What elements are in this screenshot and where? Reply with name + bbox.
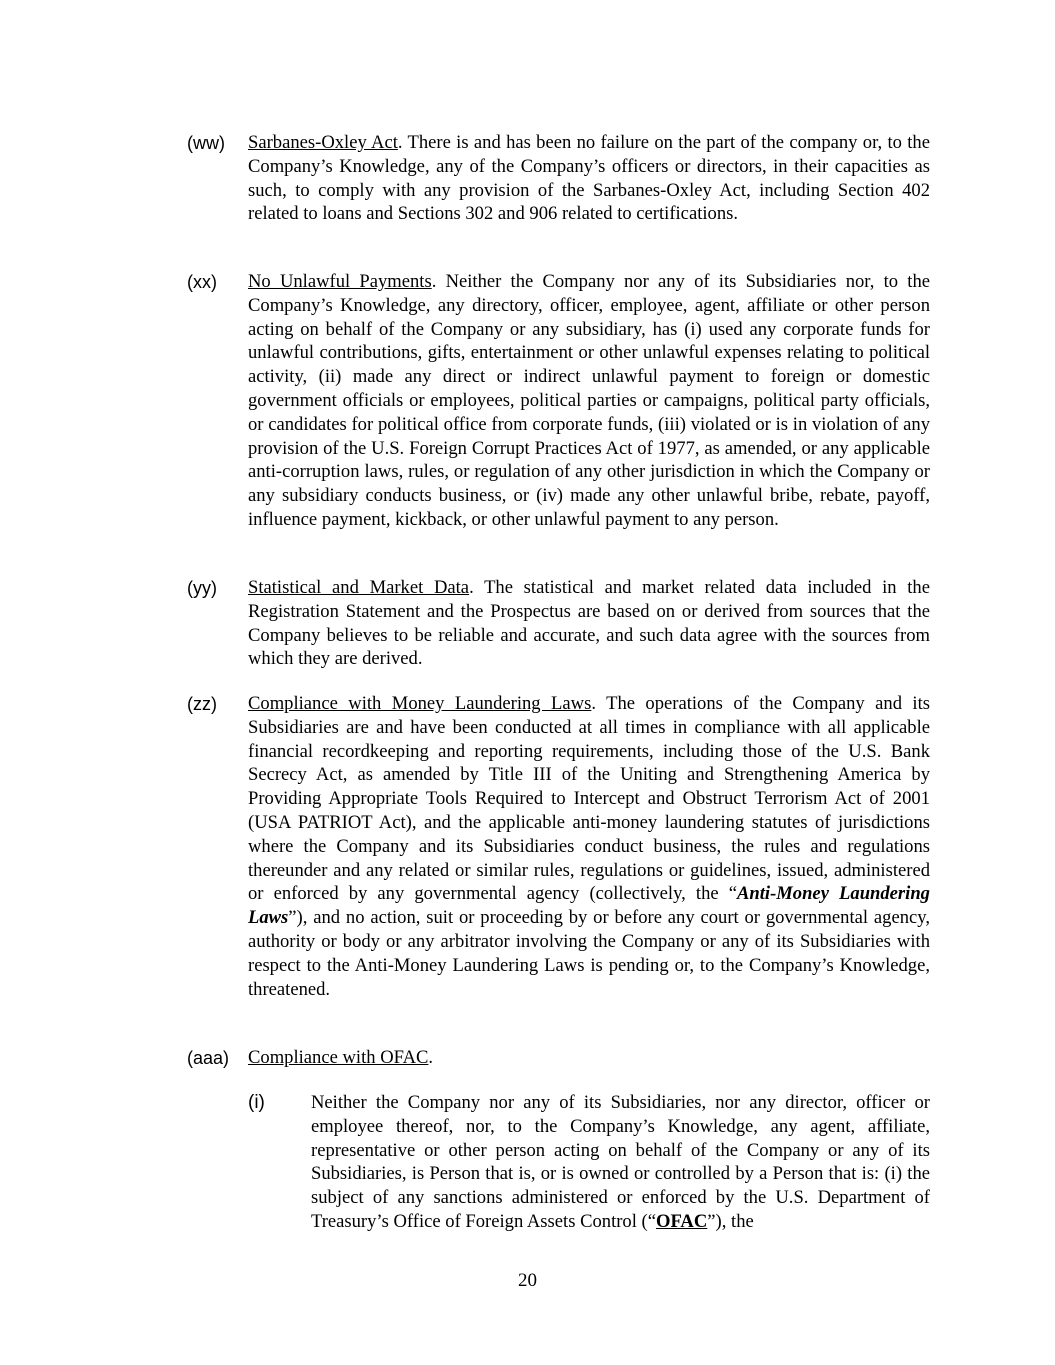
- section-yy: [187, 576, 930, 671]
- subsection-text: Neither the Company nor any of its Subsidiaries, nor any director, officer or employee thereof, nor, to the Company’s Knowledge, any agent, affiliate, representative or other person acting on behalf of the Company or any of its Subsidiaries, is Person that is, or is owned or controlled by a Person that is: (i) the subject of any sanctions administered or enforced by the U.S. Department of Treasury’s Office of Foreign Assets Control (“: [311, 1092, 930, 1232]
- section-text: .: [428, 1047, 434, 1068]
- section-heading: Sarbanes-Oxley Act: [248, 132, 398, 153]
- section-marker: (ww): [187, 133, 225, 153]
- section-text: ”), and no action, suit or proceeding by or before any court or governmental agency, authority or body or any arbitrator involving the Company or any of its Subsidiaries with respect to the Anti-Money Laundering Laws is pending or, to the Company’s Knowledge, threatened.: [248, 907, 930, 1000]
- section-heading: Compliance with OFAC: [248, 1047, 429, 1068]
- section-text: . The operations of the Company and its Subsidiaries are and have been conducted at all times in compliance with all applicable financial recordkeeping and reporting requirements, including those of the U.S. Bank Secrecy Act, as amended by Title III of the Uniting and Strengthening America by Providing Appropriate Tools Required to Intercept and Obstruct Terrorism Act of 2001 (USA PATRIOT Act), and the applicable anti-money laundering statutes of jurisdictions where the Company and its Subsidiaries conduct business, the rules and regulations thereunder and any related or similar rules, regulations or guidelines, issued, administered or enforced by any governmental agency (collectively, the “: [248, 693, 931, 905]
- subsection-text: ”), the: [707, 1210, 754, 1232]
- section-text: . Neither the Company nor any of its Subsidiaries nor, to the Company’s Knowledge, any directory, officer, employee, agent, affiliate or other person acting on behalf of the Company or any subsidiary, has (i) used any corporate funds for unlawful contributions, gifts, entertainment or other unlawful expenses relating to political activity, (ii) made any direct or indirect unlawful payment to foreign or domestic government officials or employees, political parties or campaigns, political party officials, or candidates for political office from corporate funds, (iii) violated or is in violation of any provision of the U.S. Foreign Corrupt Practices Act of 1977, as amended, or any applicable anti-corruption laws, rules, or regulation of any other jurisdiction in which the Company or any subsidiary conducts business, or (iv) made any other unlawful bribe, rebate, payoff, influence payment, kickback, or other unlawful payment to any person.: [248, 271, 930, 530]
- section-ww: [187, 131, 930, 226]
- section-body: [248, 131, 930, 226]
- section-body: [248, 692, 930, 1001]
- defined-term: OFAC: [655, 1210, 708, 1232]
- section-marker: (zz): [187, 694, 217, 714]
- section-heading: Compliance with Money Laundering Laws: [248, 693, 592, 714]
- section-heading: No Unlawful Payments: [248, 271, 432, 292]
- section-aaa: [187, 1046, 930, 1070]
- section-heading: Statistical and Market Data: [248, 577, 470, 598]
- section-marker: (yy): [187, 578, 217, 598]
- subsection-body: [311, 1091, 930, 1234]
- section-marker: (aaa): [187, 1048, 230, 1068]
- subsection-marker: (i): [248, 1092, 265, 1113]
- section-marker: (xx): [187, 272, 217, 292]
- section-text: . The statistical and market related data included in the Registration Statement and the Prospectus are based on or derived from sources that the Company believes to be reliable and accurate, and such data agree with the sources from which they are derived.: [248, 577, 930, 670]
- page-number: 20: [518, 1270, 537, 1291]
- section-text: . There is and has been no failure on the part of the company or, to the Company’s Knowledge, any of the Company’s officers or directors, in their capacities as such, to comply with any provision of the Sarbanes-Oxley Act, including Section 402 related to loans and Sections 302 and 906 related to certifications.: [248, 132, 930, 225]
- section-body: [248, 270, 930, 532]
- subsection-i: [248, 1091, 930, 1234]
- defined-term: Anti-Money Laundering Laws: [248, 883, 930, 929]
- section-body: [248, 1046, 930, 1070]
- section-body: [248, 576, 930, 671]
- section-zz: [187, 692, 930, 1001]
- section-xx: [187, 270, 930, 532]
